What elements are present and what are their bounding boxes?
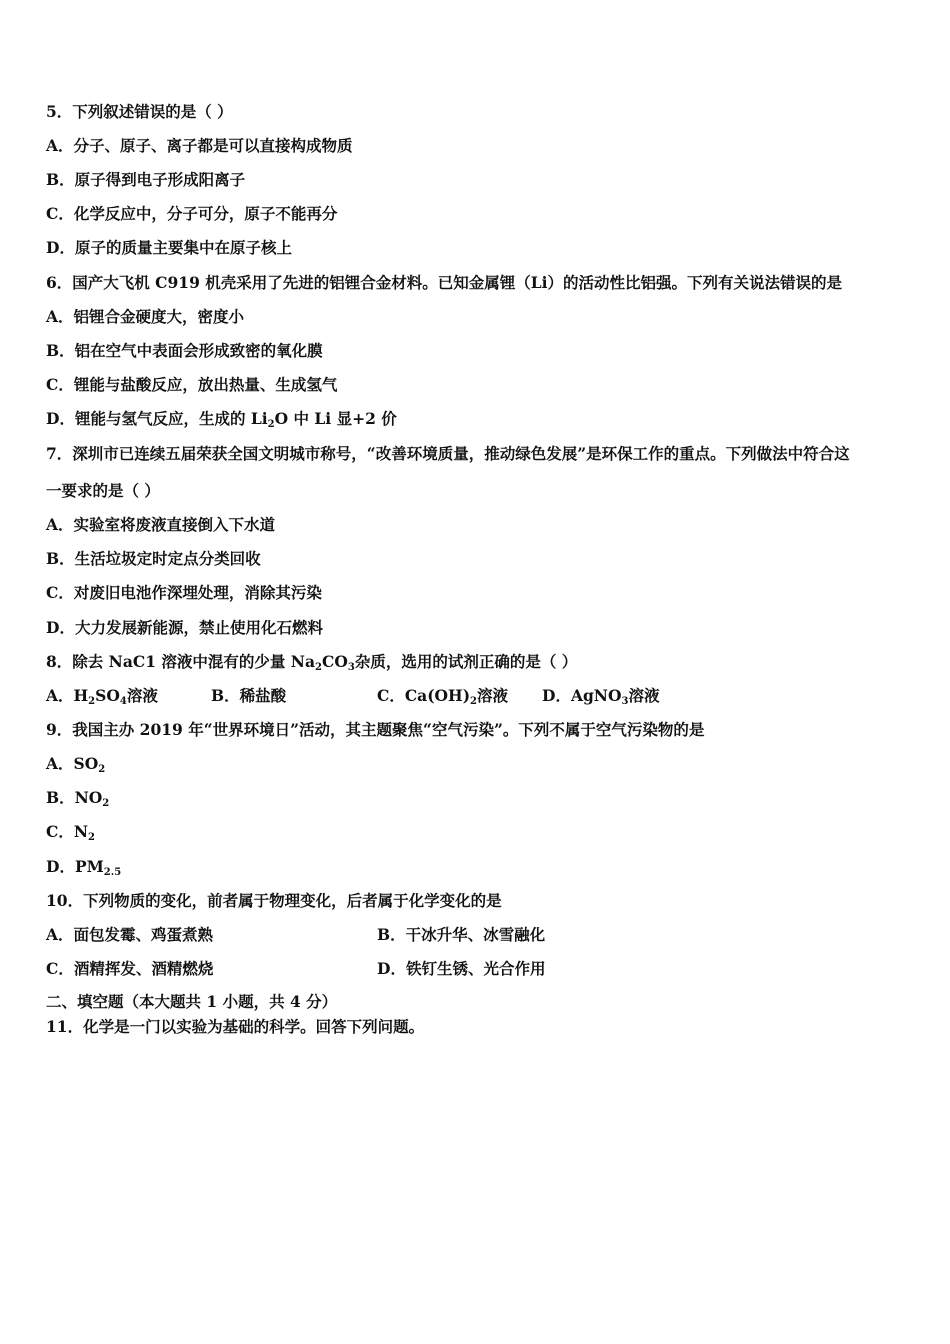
q7-stem-line1: 7．深圳市已连续五届荣获全国文明城市称号，“改善环境质量，推动绿色发展”是环保工作的重点。下列做法中符合这 bbox=[46, 444, 850, 463]
q10-stem: 10．下列物质的变化，前者属于物理变化，后者属于化学变化的是 bbox=[46, 891, 502, 910]
q10-option-b: B．干冰升华、冰雪融化 bbox=[377, 925, 546, 944]
q10-option-a: A．面包发霉、鸡蛋煮熟 bbox=[46, 925, 214, 944]
q7-option-c: C．对废旧电池作深埋处理，消除其污染 bbox=[46, 583, 322, 602]
q6-option-b: B．铝在空气中表面会形成致密的氧化膜 bbox=[46, 341, 323, 360]
q8-option-d: D．AgNO$_3$溶液 bbox=[542, 686, 660, 707]
q9-option-a: A．$SO_2$ bbox=[46, 754, 106, 775]
q5-option-b: B．原子得到电子形成阳离子 bbox=[46, 170, 246, 189]
q8-option-a: A．$H_2SO_4$溶液 bbox=[46, 686, 158, 707]
q10-option-c: C．酒精挥发、酒精燃烧 bbox=[46, 959, 214, 978]
q9-stem: 9．我国主办 2019 年“世界环境日”活动，其主题聚焦“空气污染”。下列不属于空气污染物的是 bbox=[46, 720, 705, 739]
q7-stem-line2: 一要求的是（ ） bbox=[46, 481, 160, 500]
q7-option-d: D．大力发展新能源，禁止使用化石燃料 bbox=[46, 618, 323, 637]
q5-option-c: C．化学反应中，分子可分，原子不能再分 bbox=[46, 204, 338, 223]
q9-option-b: B．$NO_2$ bbox=[46, 788, 110, 809]
q9-option-d: D．$PM_{2.5}$ bbox=[46, 857, 122, 878]
q7-option-a: A．实验室将废液直接倒入下水道 bbox=[46, 515, 276, 534]
q5-stem: 5．下列叙述错误的是（ ） bbox=[46, 102, 233, 121]
q5-option-d: D．原子的质量主要集中在原子核上 bbox=[46, 238, 292, 257]
q8-option-b: B．稀盐酸 bbox=[211, 686, 287, 705]
q5-option-a: A．分子、原子、离子都是可以直接构成物质 bbox=[46, 136, 353, 155]
q6-option-a: A．铝锂合金硬度大，密度小 bbox=[46, 307, 245, 326]
q6-option-c: C．锂能与盐酸反应，放出热量、生成氢气 bbox=[46, 375, 338, 394]
q10-option-d: D．铁钉生锈、光合作用 bbox=[377, 959, 546, 978]
q9-option-c: C．$N_2$ bbox=[46, 822, 95, 843]
q6-stem: 6．国产大飞机 C919 机壳采用了先进的铝锂合金材料。已知金属锂（Li）的活动性比铝强。下列有关说法错误的是 bbox=[46, 273, 843, 292]
section2-heading: 二、填空题（本大题共 1 小题，共 4 分） bbox=[46, 992, 338, 1011]
q8-option-c: C．$Ca(OH)_2$溶液 bbox=[377, 686, 509, 707]
q7-option-b: B．生活垃圾定时定点分类回收 bbox=[46, 549, 261, 568]
q11-stem: 11．化学是一门以实验为基础的科学。回答下列问题。 bbox=[46, 1017, 425, 1036]
q8-stem: 8．除去 NaC1 溶液中混有的少量 $Na_2CO_3$杂质，选用的试剂正确的是（ ） bbox=[46, 652, 578, 673]
q6-option-d: D．锂能与氢气反应，生成的 $Li_2O$ 中 Li 显+2 价 bbox=[46, 409, 397, 430]
